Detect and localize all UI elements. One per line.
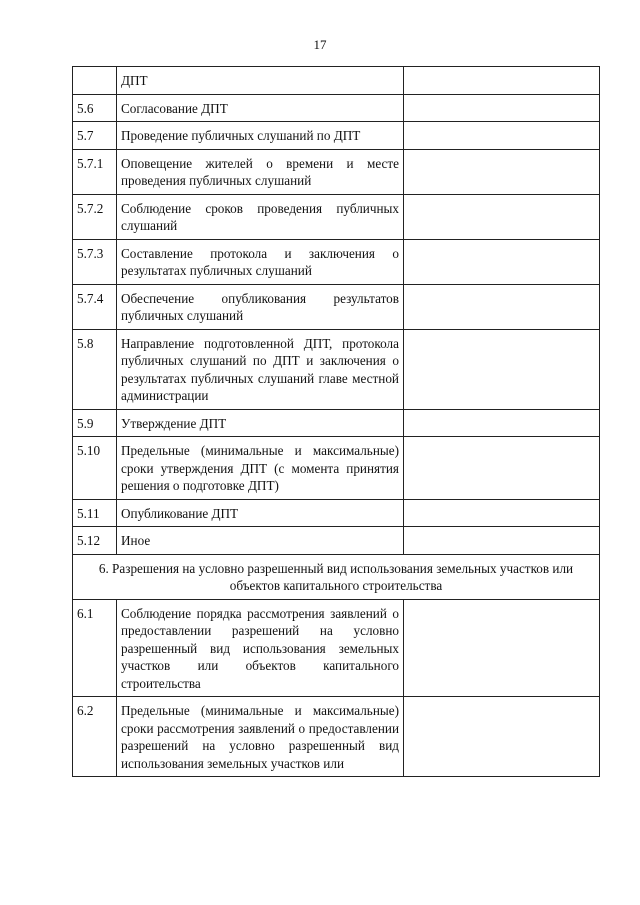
row-empty-cell	[404, 329, 600, 409]
row-empty-cell	[404, 239, 600, 284]
row-number: 6.2	[73, 697, 117, 777]
row-empty-cell	[404, 409, 600, 437]
table-row	[73, 527, 600, 555]
row-number: 6.1	[73, 599, 117, 697]
row-text: Иное	[117, 527, 404, 555]
section-heading-row	[73, 554, 600, 599]
row-empty-cell	[404, 437, 600, 500]
table-row	[73, 284, 600, 329]
row-number: 5.7	[73, 122, 117, 150]
table-row	[73, 94, 600, 122]
row-text: Опубликование ДПТ	[117, 499, 404, 527]
row-text: Направление подготовленной ДПТ, протокола публичных слушаний по ДПТ и заключения о результатах публичных слушаний главе местной администрации	[117, 329, 404, 409]
table-row	[73, 239, 600, 284]
table-row	[73, 499, 600, 527]
row-empty-cell	[404, 697, 600, 777]
row-empty-cell	[404, 122, 600, 150]
row-number: 5.10	[73, 437, 117, 500]
row-number: 5.8	[73, 329, 117, 409]
row-number: 5.7.2	[73, 194, 117, 239]
table-row	[73, 149, 600, 194]
row-number	[73, 67, 117, 95]
row-empty-cell	[404, 527, 600, 555]
table-row	[73, 437, 600, 500]
table-row	[73, 122, 600, 150]
table-row	[73, 599, 600, 697]
row-empty-cell	[404, 149, 600, 194]
table-row	[73, 409, 600, 437]
page-number: 17	[313, 37, 327, 52]
table-row	[73, 329, 600, 409]
row-empty-cell	[404, 67, 600, 95]
row-empty-cell	[404, 499, 600, 527]
row-number: 5.7.3	[73, 239, 117, 284]
row-empty-cell	[404, 284, 600, 329]
row-text: ДПТ	[117, 67, 404, 95]
table-row	[73, 194, 600, 239]
row-empty-cell	[404, 599, 600, 697]
row-text: Предельные (минимальные и максимальные) сроки утверждения ДПТ (с момента принятия решения о подготовке ДПТ)	[117, 437, 404, 500]
row-number: 5.12	[73, 527, 117, 555]
row-empty-cell	[404, 94, 600, 122]
row-text: Предельные (минимальные и максимальные) сроки рассмотрения заявлений о предоставлении разрешений на условно разрешенный вид использования земельных участков или	[117, 697, 404, 777]
row-number: 5.6	[73, 94, 117, 122]
row-text: Составление протокола и заключения о результатах публичных слушаний	[117, 239, 404, 284]
row-text: Обеспечение опубликования результатов публичных слушаний	[117, 284, 404, 329]
row-number: 5.9	[73, 409, 117, 437]
row-text: Утверждение ДПТ	[117, 409, 404, 437]
table-row	[73, 67, 600, 95]
row-text: Оповещение жителей о времени и месте проведения публичных слушаний	[117, 149, 404, 194]
row-text: Согласование ДПТ	[117, 94, 404, 122]
row-text: Соблюдение порядка рассмотрения заявлений о предоставлении разрешений на условно разрешенный вид использования земельных участков или объектов капитального строительства	[117, 599, 404, 697]
section-title: 6. Разрешения на условно разрешенный вид использования земельных участков или объектов капитального строительства	[73, 554, 600, 599]
row-text: Проведение публичных слушаний по ДПТ	[117, 122, 404, 150]
row-number: 5.7.4	[73, 284, 117, 329]
row-empty-cell	[404, 194, 600, 239]
row-number: 5.11	[73, 499, 117, 527]
row-number: 5.7.1	[73, 149, 117, 194]
row-text: Соблюдение сроков проведения публичных слушаний	[117, 194, 404, 239]
table-row	[73, 697, 600, 777]
requirements-table	[72, 66, 600, 777]
